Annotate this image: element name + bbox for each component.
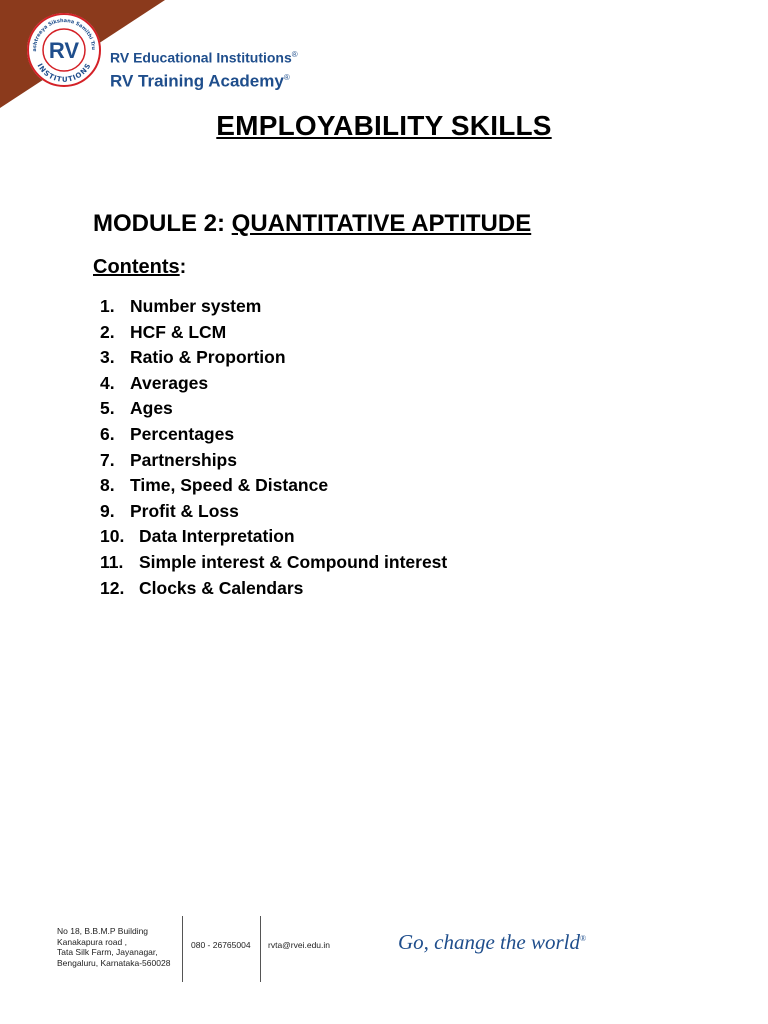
logo-ring-bottom-text: INSTITUTIONS xyxy=(35,62,93,84)
contents-label: Contents xyxy=(93,256,180,278)
contents-list xyxy=(100,294,447,601)
list-item: 7. Partnerships xyxy=(100,449,237,470)
module-title xyxy=(93,210,531,238)
brand-line2: RV Training Academy xyxy=(110,71,284,91)
logo-ring-top-text: ashtreeya Sikshana Samithi Tru xyxy=(31,17,97,52)
registered-mark: ® xyxy=(283,72,290,82)
list-item: 8. Time, Speed & Distance xyxy=(100,475,329,496)
list-item: 3. Ratio & Proportion xyxy=(100,347,286,368)
footer-divider xyxy=(182,916,183,982)
registered-mark: ® xyxy=(291,50,298,59)
footer xyxy=(0,912,768,992)
list-item: 10. Data Interpretation xyxy=(100,526,295,547)
list-item: 12. Clocks & Calendars xyxy=(100,577,304,598)
list-item: 1. Number system xyxy=(100,296,262,316)
list-item: 11. Simple interest & Compound interest xyxy=(100,551,448,572)
module-name: QUANTITATIVE APTITUDE xyxy=(231,210,532,237)
rv-institutions-logo xyxy=(26,12,102,88)
list-item: 6. Percentages xyxy=(100,423,235,444)
document-title: EMPLOYABILITY SKILLS xyxy=(216,110,552,141)
brand-line1: RV Educational Institutions xyxy=(110,49,292,66)
list-item: 5. Ages xyxy=(100,398,173,419)
list-item: 4. Averages xyxy=(100,372,209,393)
contents-heading xyxy=(93,256,186,279)
footer-email: rvta@rvei.edu.in xyxy=(268,940,331,950)
brand-block xyxy=(110,46,298,91)
footer-address: No 18, B.B.M.P Building Kanakapura road , Tata Silk Farm, Jayanagar, Bengaluru, Karnataka-560028 xyxy=(57,926,171,968)
logo-center-text: RV xyxy=(48,38,80,63)
list-item: 2. HCF & LCM xyxy=(100,321,227,342)
module-prefix: MODULE 2: xyxy=(93,210,232,237)
list-item: 9. Profit & Loss xyxy=(100,500,239,521)
contents-colon: : xyxy=(179,256,187,278)
footer-phone: 080 - 26765004 xyxy=(191,940,251,950)
footer-tagline: Go, change the world® xyxy=(398,930,587,954)
footer-divider xyxy=(260,916,261,982)
